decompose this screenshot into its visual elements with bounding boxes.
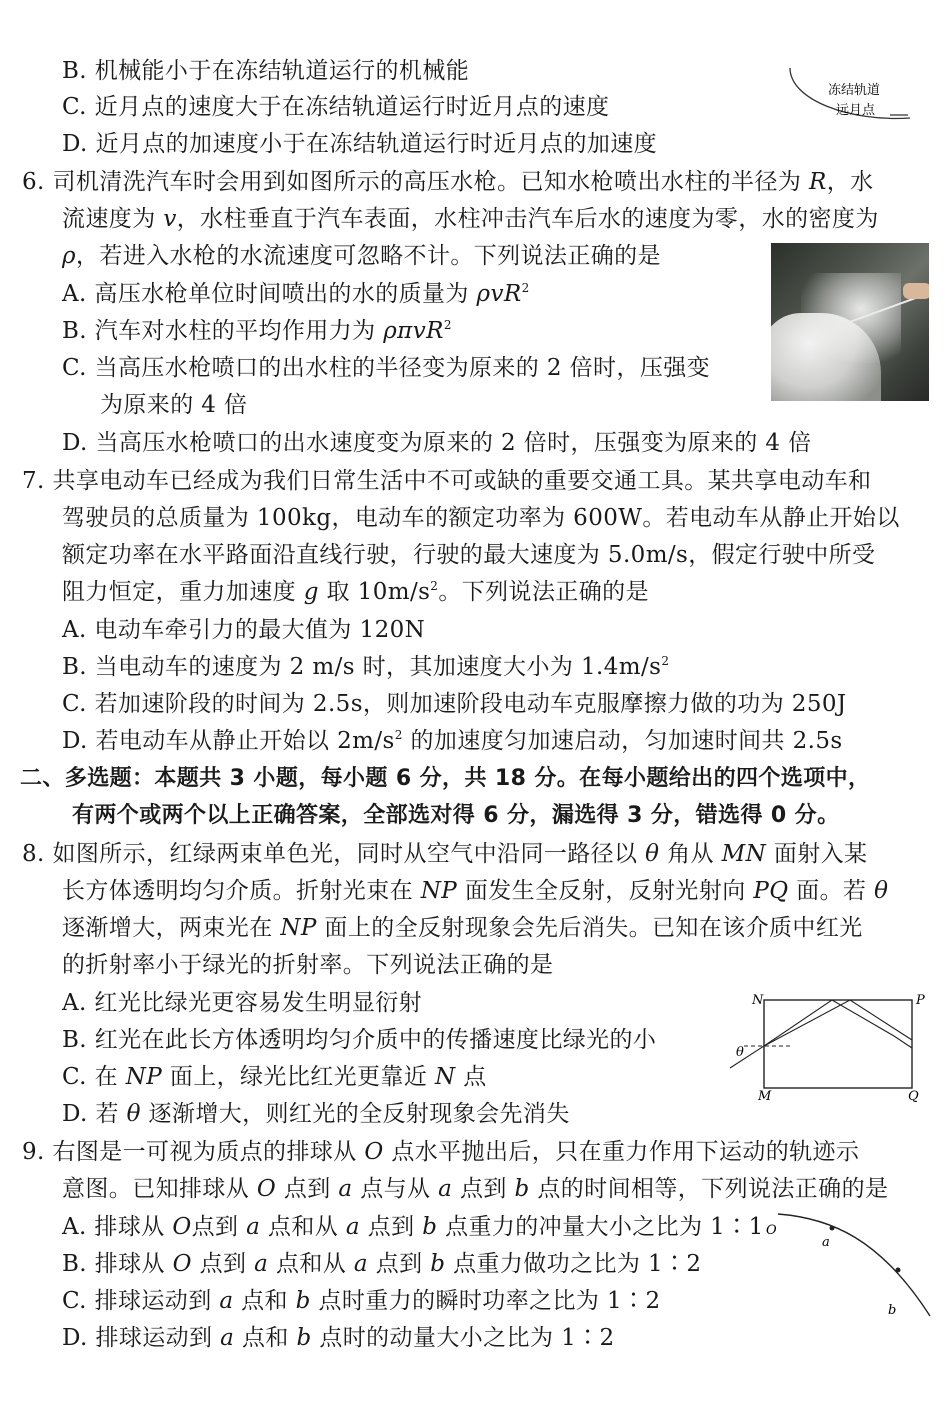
text-line-q6b: B. 汽车对水柱的平均作用力为 ρπvR$^2$	[62, 318, 452, 344]
label-M: M	[758, 1089, 772, 1103]
text-line-q7-1: 7. 共享电动车已经成为我们日常生活中不可或缺的重要交通工具。某共享电动车和	[22, 468, 872, 494]
text-line-q9a: A. 排球从 O点到 a 点和从 a 点到 b 点重力的冲量大小之比为 1∶1	[62, 1214, 764, 1240]
text-line-q5c: C. 近月点的速度大于在冻结轨道运行时近月点的速度	[62, 94, 610, 120]
text-line-q7c: C. 若加速阶段的时间为 2.5s，则加速阶段电动车克服摩擦力做的功为 250J	[62, 691, 847, 717]
text-line-q8d: D. 若 θ 逐渐增大，则红光的全反射现象会先消失	[62, 1101, 570, 1127]
text-line-q6c2: 为原来的 4 倍	[100, 392, 248, 418]
text-line-q6-3: ρ，若进入水枪的水流速度可忽略不计。下列说法正确的是	[62, 243, 661, 269]
hand-holding-gun	[903, 283, 929, 299]
text-line-q8b: B. 红光在此长方体透明均匀介质中的传播速度比绿光的小	[62, 1027, 657, 1053]
medium-rectangle	[764, 1000, 912, 1088]
text-line-q8-2: 长方体透明均匀介质。折射光束在 NP 面发生全反射，反射光射向 PQ 面。若 θ	[62, 878, 889, 904]
text-line-q9c: C. 排球运动到 a 点和 b 点时重力的瞬时功率之比为 1∶2	[62, 1288, 661, 1314]
water-gun-photo	[771, 243, 929, 401]
label-Q: Q	[908, 1089, 919, 1103]
point-a	[830, 1226, 835, 1231]
point-b	[896, 1268, 901, 1273]
text-line-q8c: C. 在 NP 面上，绿光比红光更靠近 N 点	[62, 1064, 487, 1090]
text-line-q9-2: 意图。已知排球从 O 点到 a 点与从 a 点到 b 点的时间相等，下列说法正确的是	[62, 1176, 889, 1202]
text-line-q8-4: 的折射率小于绿光的折射率。下列说法正确的是	[62, 952, 554, 978]
text-line-q6-2: 流速度为 v，水柱垂直于汽车表面，水柱冲击汽车后水的速度为零，水的密度为	[62, 206, 879, 232]
prism-figure	[722, 988, 932, 1103]
text-line-sec2-1: 二、多选题：本题共 3 小题，每小题 6 分，共 18 分。在每小题给出的四个选项中，	[20, 766, 871, 791]
text-line-q9-1: 9. 右图是一可视为质点的排球从 O 点水平抛出后，只在重力作用下运动的轨迹示	[22, 1139, 860, 1165]
text-line-q8-1: 8. 如图所示，红绿两束单色光，同时从空气中沿同一路径以 θ 角从 MN 面射入某	[22, 841, 868, 867]
trajectory-figure	[760, 1208, 935, 1318]
orbit-label-apolune: 远月点	[836, 103, 876, 118]
text-line-q6c1: C. 当高压水枪喷口的出水柱的半径变为原来的 2 倍时，压强变	[62, 355, 711, 381]
text-line-q8a: A. 红光比绿光更容易发生明显衍射	[62, 990, 423, 1016]
orbit-figure	[770, 60, 930, 130]
label-theta: θ	[736, 1045, 744, 1060]
text-line-q7-3: 额定功率在水平路面沿直线行驶，行驶的最大速度为 5.0m/s，假定行驶中所受	[62, 542, 876, 568]
text-line-sec2-2: 有两个或两个以上正确答案，全部选对得 6 分，漏选得 3 分，错选得 0 分。	[72, 803, 840, 828]
light-ray-2	[764, 1000, 912, 1046]
text-line-q7-2: 驾驶员的总质量为 100kg，电动车的额定功率为 600W。若电动车从静止开始以	[62, 505, 900, 531]
label-b: b	[888, 1303, 897, 1318]
label-O: O	[766, 1223, 777, 1238]
label-a: a	[822, 1235, 830, 1250]
text-line-q7-4: 阻力恒定，重力加速度 g 取 $10m/s^2$。下列说法正确的是	[62, 579, 649, 605]
light-ray-1	[730, 1000, 912, 1068]
label-N: N	[752, 993, 764, 1008]
text-line-q9b: B. 排球从 O 点到 a 点和从 a 点到 b 点重力做功之比为 1∶2	[62, 1251, 702, 1277]
text-line-q5d: D. 近月点的加速度小于在冻结轨道运行时近月点的加速度	[62, 131, 658, 157]
trajectory-curve	[778, 1214, 930, 1316]
text-line-q5b: B. 机械能小于在冻结轨道运行的机械能	[62, 58, 470, 84]
text-line-q6a: A. 高压水枪单位时间喷出的水的质量为 ρvR$^2$	[62, 281, 530, 307]
text-line-q7b: B. 当电动车的速度为 2 m/s 时，其加速度大小为 $1.4m/s^2$	[62, 654, 670, 680]
water-spray	[801, 273, 901, 363]
text-line-q7d: D. 若电动车从静止开始以 $2m/s^2$ 的加速度匀加速启动，匀加速时间共 2.5s	[62, 728, 843, 754]
text-line-q6d: D. 当高压水枪喷口的出水速度变为原来的 2 倍时，压强变为原来的 4 倍	[62, 430, 812, 456]
text-line-q6-1: 6. 司机清洗汽车时会用到如图所示的高压水枪。已知水枪喷出水柱的半径为 R，水	[22, 169, 874, 195]
text-line-q7a: A. 电动车牵引力的最大值为 120N	[62, 617, 426, 643]
label-P: P	[916, 993, 925, 1008]
text-line-q8-3: 逐渐增大，两束光在 NP 面上的全反射现象会先后消失。已知在该介质中红光	[62, 915, 863, 941]
orbit-label-frozen: 冻结轨道	[828, 83, 881, 98]
text-line-q9d: D. 排球运动到 a 点和 b 点时的动量大小之比为 1∶2	[62, 1325, 615, 1351]
